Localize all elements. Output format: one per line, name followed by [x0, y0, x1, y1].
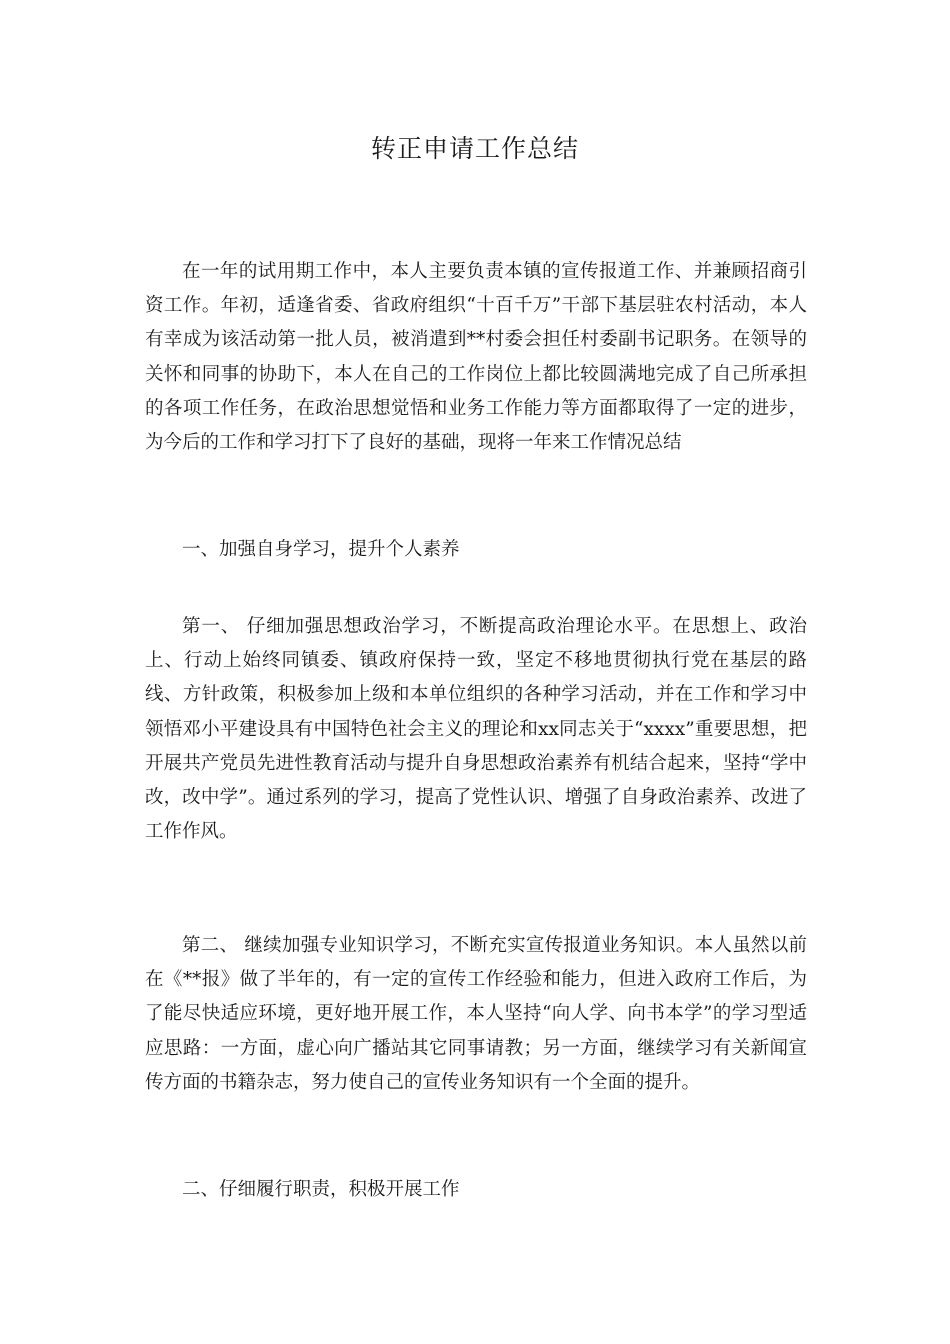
section-heading-2: 二、仔细履行职责，积极开展工作: [182, 1179, 460, 1200]
body-paragraph-professional-study: 第二、 继续加强专业知识学习，不断充实宣传报道业务知识。本人虽然以前在《**报》做了半年的，有一定的宣传工作经验和能力，但进入政府工作后，为了能尽快适应环境，更好地开展工作，本人坚持“向人学、向书本学”的学习型适应思路：一方面，虚心向广播站其它同事请教；另一方面，继续学习有关新闻宣传方面的书籍杂志，努力使自己的宣传业务知识有一个全面的提升。: [145, 935, 807, 1093]
section-heading-1: 一、加强自身学习，提升个人素养: [182, 539, 460, 560]
document-title: 转正申请工作总结: [370, 134, 579, 163]
intro-paragraph: 在一年的试用期工作中，本人主要负责本镇的宣传报道工作、并兼顾招商引资工作。年初，适逢省委、省政府组织“十百千万”干部下基层驻农村活动，本人有幸成为该活动第一批人员，被消遣到**村委会担任村委副书记职务。在领导的关怀和同事的协助下，本人在自己的工作岗位上都比较圆满地完成了自己所承担的各项工作任务，在政治思想觉悟和业务工作能力等方面都取得了一定的进步，为今后的工作和学习打下了良好的基础，现将一年来工作情况总结: [145, 261, 807, 454]
body-paragraph-political-study: 第一、 仔细加强思想政治学习，不断提高政治理论水平。在思想上、政治上、行动上始终同镇委、镇政府保持一致，坚定不移地贯彻执行党在基层的路线、方针政策，积极参加上级和本单位组织的各种学习活动，并在工作和学习中领悟邓小平建设具有中国特色社会主义的理论和xx同志关于“xxxx”重要思想，把开展共产党员先进性教育活动与提升自身思想政治素养有机结合起来，坚持“学中改，改中学”。通过系列的学习，提高了党性认识、增强了自身政治素养、改进了工作作风。: [145, 616, 807, 843]
